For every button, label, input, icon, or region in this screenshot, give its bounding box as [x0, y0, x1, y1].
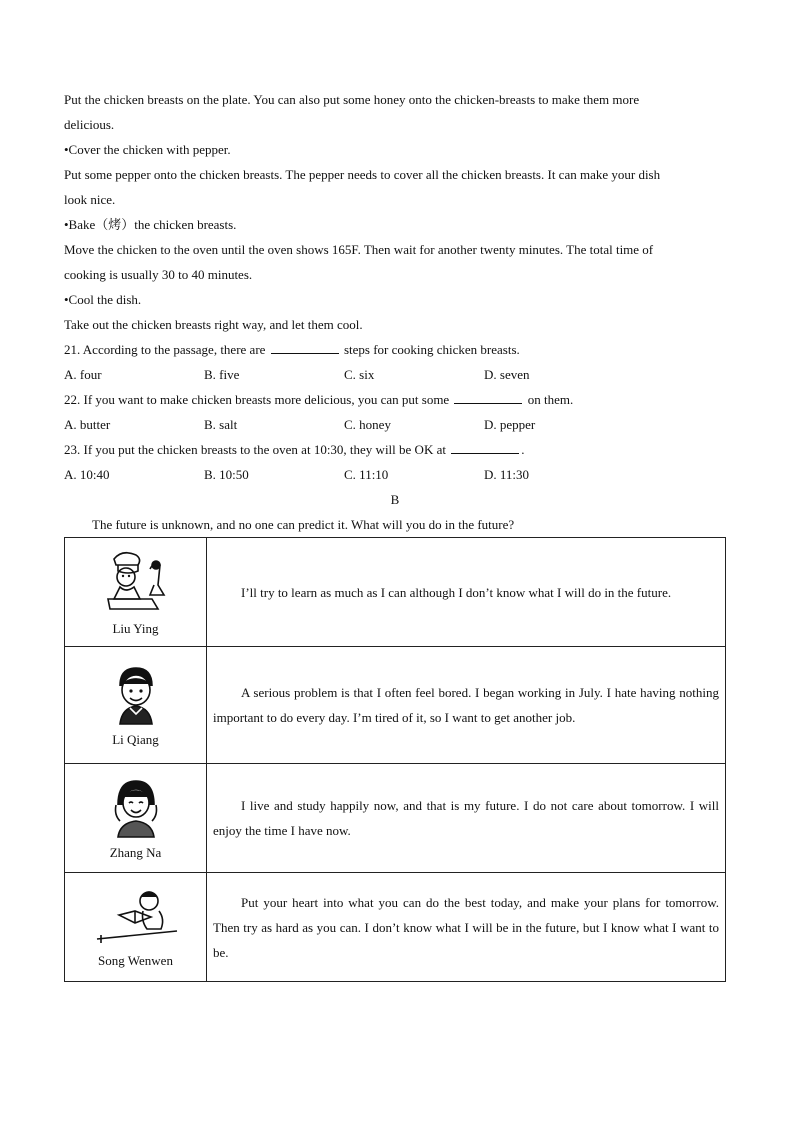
question-23 [64, 437, 726, 487]
passage-line: delicious. [64, 117, 115, 132]
person-statement [207, 647, 726, 764]
passage-line: look nice. [64, 192, 116, 207]
option-a[interactable]: A. 10:40 [64, 467, 110, 482]
person-name: Song Wenwen [98, 953, 173, 968]
question-stem: 21. According to the passage, there are [64, 342, 266, 357]
answer-blank[interactable] [271, 340, 339, 354]
person-cell [65, 538, 207, 647]
section-b-intro: The future is unknown, and no one can predict it. What will you do in the future? [92, 517, 515, 532]
option-c[interactable]: C. honey [344, 417, 391, 432]
person-name: Li Qiang [112, 732, 159, 747]
options [64, 462, 726, 487]
boy-portrait-illustration [106, 662, 166, 728]
statement-text: I’ll try to learn as much as I can although I don’t know what I will do in the future. [241, 584, 672, 600]
person-cell [65, 873, 207, 982]
option-b[interactable]: B. 10:50 [204, 467, 249, 482]
person-statement [207, 764, 726, 873]
question-stem: 22. If you want to make chicken breasts more delicious, you can put some [64, 392, 450, 407]
table-row [65, 647, 726, 764]
passage-line: Take out the chicken breasts right way, and let them cool. [64, 317, 363, 332]
passage-line: Move the chicken to the oven until the oven shows 165F. Then wait for another twenty minutes. The total time of [64, 242, 654, 257]
person-name: Zhang Na [109, 845, 162, 860]
option-d[interactable]: D. 11:30 [484, 467, 530, 482]
options [64, 412, 726, 437]
table-row [65, 764, 726, 873]
passage-a [64, 87, 726, 337]
girl-portrait-illustration [106, 775, 166, 841]
question-22 [64, 387, 726, 437]
option-c[interactable]: C. six [344, 367, 375, 382]
step-heading: •Cool the dish. [64, 292, 142, 307]
option-a[interactable]: A. four [64, 367, 102, 382]
exam-page [64, 87, 726, 982]
option-d[interactable]: D. pepper [484, 417, 536, 432]
student-reading-illustration [91, 885, 181, 949]
option-c[interactable]: C. 11:10 [344, 467, 389, 482]
passage-line: Put the chicken breasts on the plate. You can also put some honey onto the chicken-breasts to make them more [64, 92, 640, 107]
answer-blank[interactable] [451, 440, 519, 454]
question-stem: 23. If you put the chicken breasts to the oven at 10:30, they will be OK at [64, 442, 446, 457]
person-cell [65, 764, 207, 873]
person-statement [207, 538, 726, 647]
step-heading: •Bake（烤）the chicken breasts. [64, 217, 237, 232]
statement-text: I live and study happily now, and that is my future. I do not care about tomorrow. I will enjoy the time I have now. [213, 798, 719, 838]
question-stem-end: steps for cooking chicken breasts. [343, 342, 520, 357]
option-b[interactable]: B. five [204, 367, 240, 382]
step-heading: •Cover the chicken with pepper. [64, 142, 231, 157]
table-row [65, 873, 726, 982]
answer-blank[interactable] [454, 390, 522, 404]
question-stem-end: on them. [527, 392, 574, 407]
option-d[interactable]: D. seven [484, 367, 530, 382]
options [64, 362, 726, 387]
section-b-heading: B [390, 492, 400, 507]
passage-line: Put some pepper onto the chicken breasts. The pepper needs to cover all the chicken breasts. It can make your dish [64, 167, 661, 182]
option-b[interactable]: B. salt [204, 417, 238, 432]
people-table [64, 537, 726, 982]
person-name: Liu Ying [112, 621, 159, 636]
statement-text: Put your heart into what you can do the best today, and make your plans for tomorrow. Then try as hard as you can. I don’t know what I will be in the future, but I know what I want to be. [213, 894, 719, 960]
question-stem-end: . [521, 442, 525, 457]
option-a[interactable]: A. butter [64, 417, 111, 432]
question-21 [64, 337, 726, 387]
person-statement [207, 873, 726, 982]
passage-line: cooking is usually 30 to 40 minutes. [64, 267, 253, 282]
statement-text: A serious problem is that I often feel bored. I began working in July. I hate having nothing important to do every day. I’m tired of it, so I want to get another job. [213, 685, 719, 725]
girl-microscope-illustration [96, 547, 176, 617]
table-row [65, 538, 726, 647]
person-cell [65, 647, 207, 764]
